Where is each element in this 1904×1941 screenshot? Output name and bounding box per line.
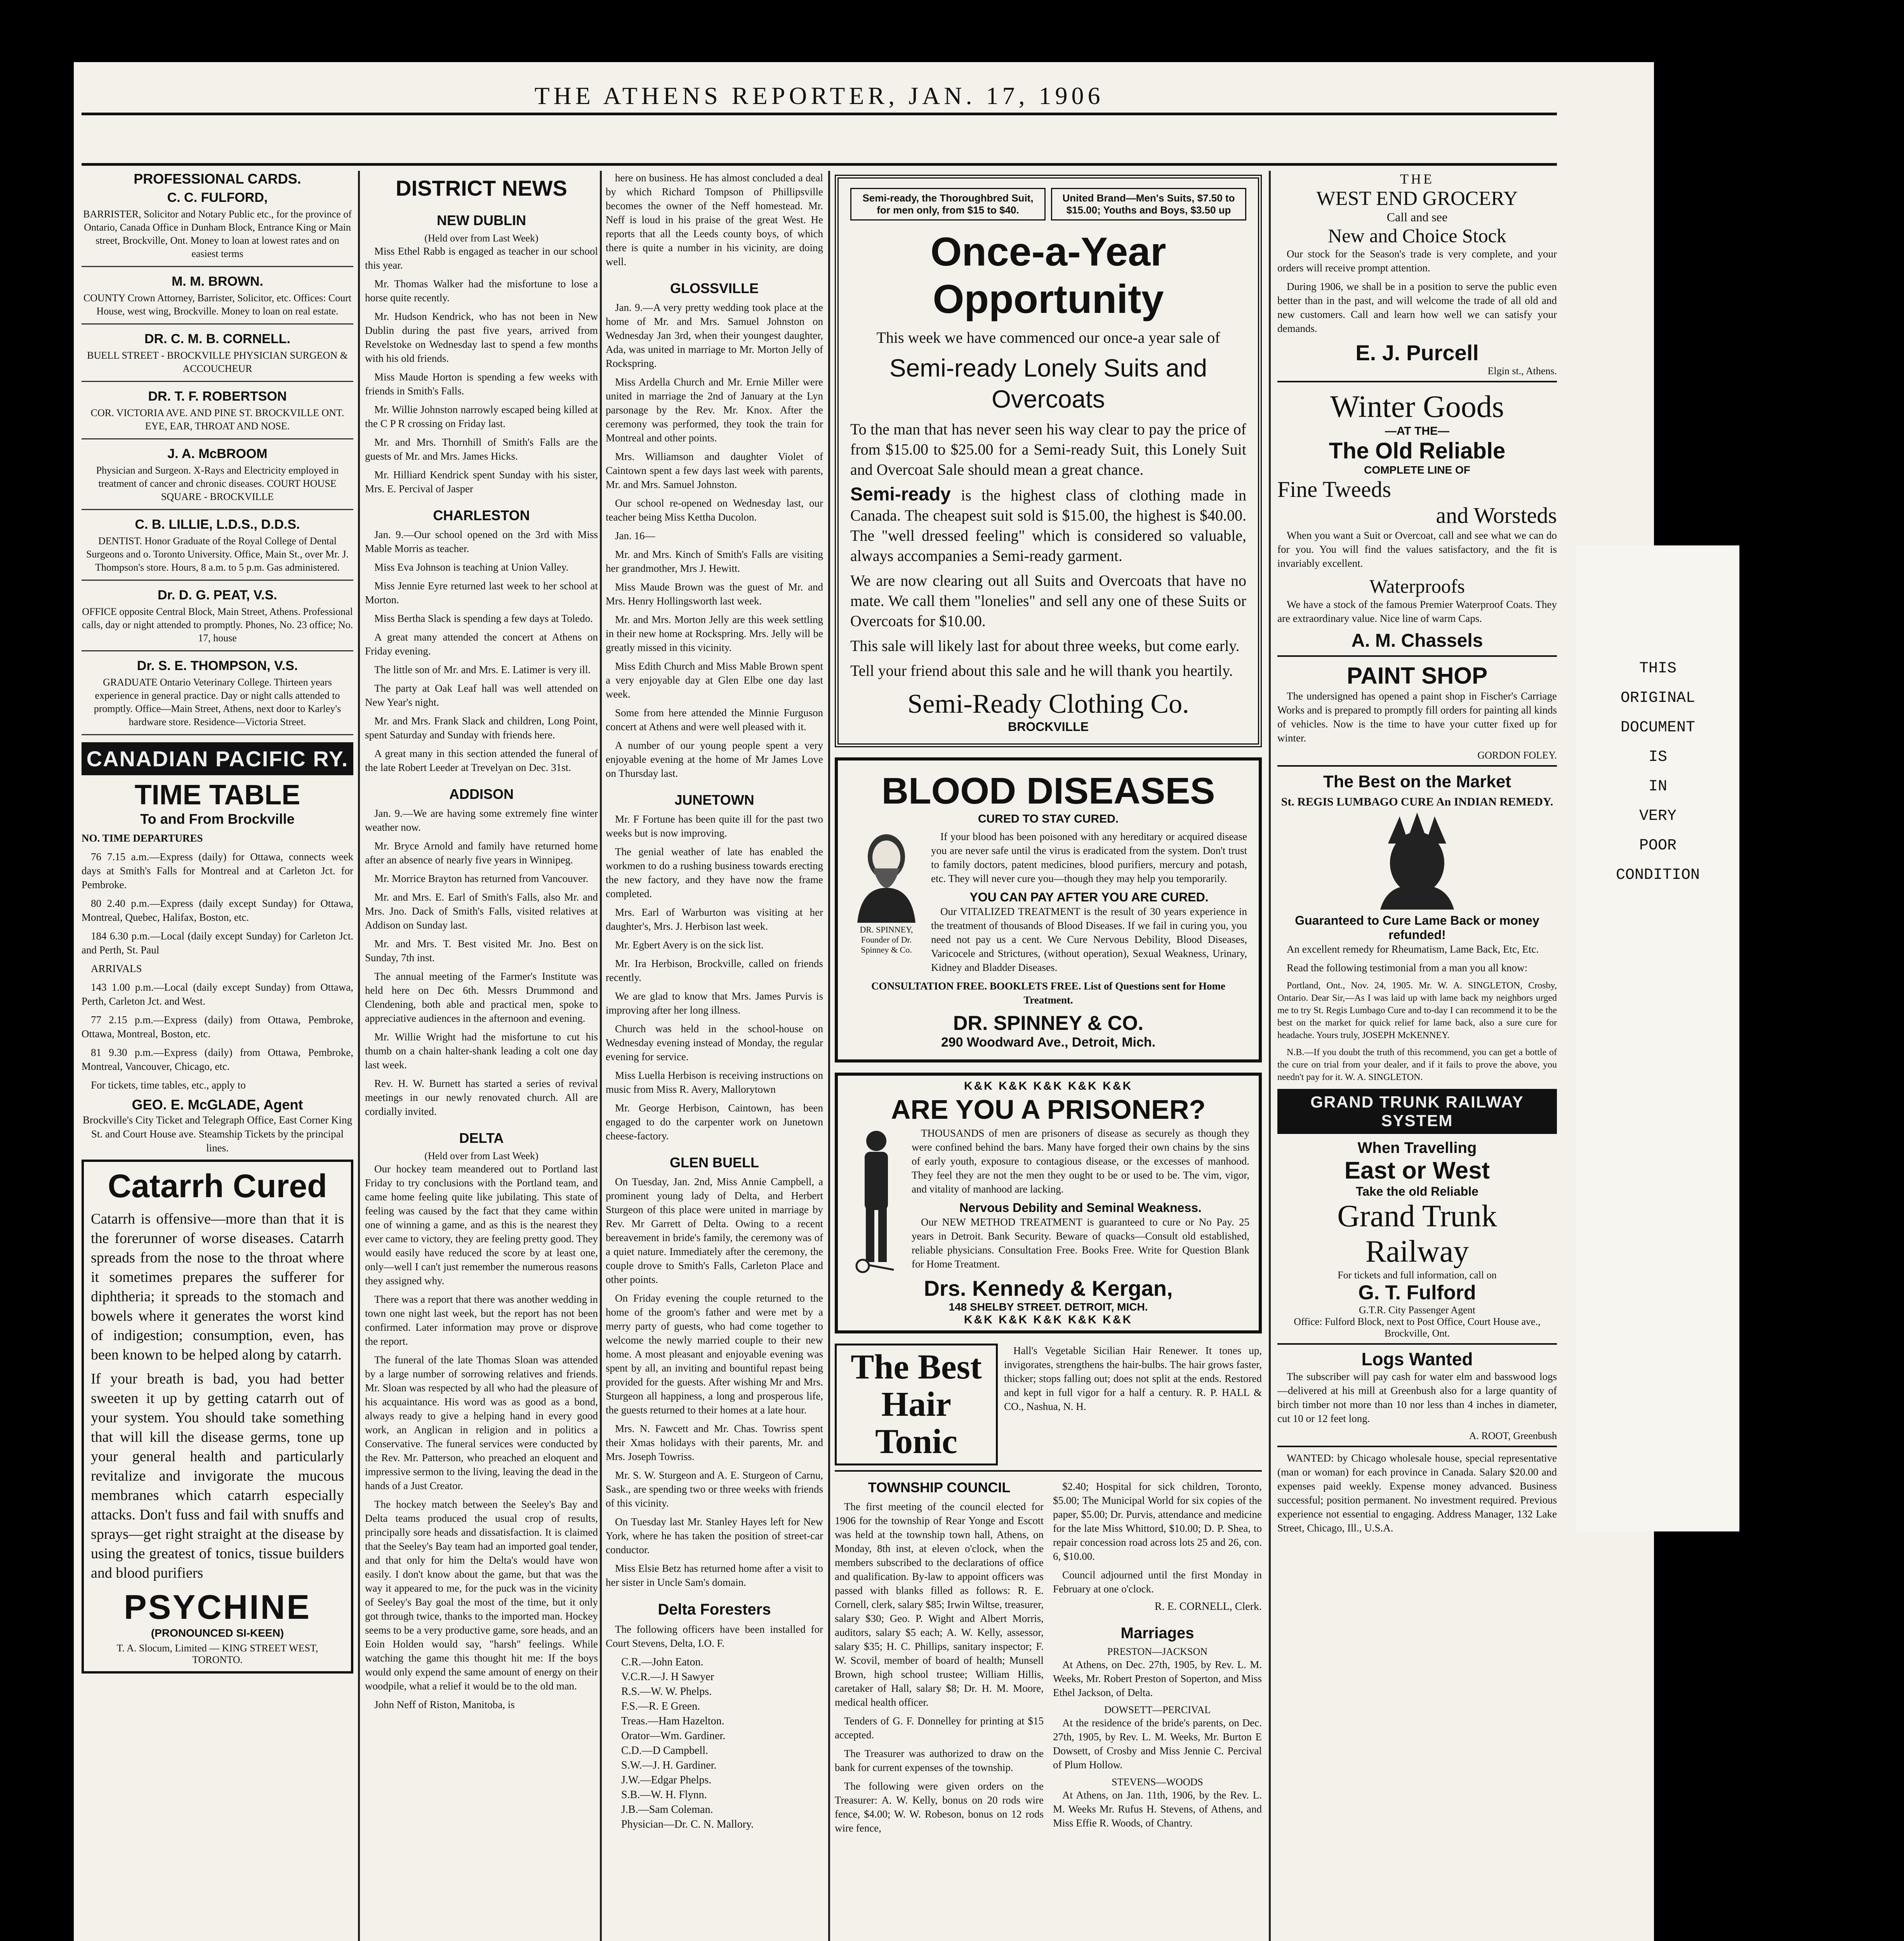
winter-store: The Old Reliable bbox=[1329, 438, 1506, 464]
grocery-the: THE bbox=[1400, 171, 1434, 187]
timetable-row: 77 2.15 p.m.—Express (daily) from Ottawa, Pembroke, Ottawa, Montreal, Boston, etc. bbox=[82, 1014, 353, 1040]
news-item: Miss Edith Church and Miss Mable Brown spent a very enjoyable day at Glen Elbe one day last week. bbox=[606, 660, 823, 700]
news-item: Mrs. N. Fawcett and Mr. Chas. Towriss spent their Xmas holidays with their parents, Mr. and Mrs. Joseph Towriss. bbox=[606, 1423, 823, 1462]
blood-text: If your blood has been poisoned with any hereditary or acquired disease you are never safe until the virus is eradicated from the system. Don't trust to family doctors, patent medicines, blood purifiers, mercury and potash, etc. They will never cure you—though they may help you temporarily. bbox=[931, 831, 1247, 884]
blood-body bbox=[850, 830, 1247, 979]
news-item: Mr. Thomas Walker had the misfortune to lose a horse quite recently. bbox=[365, 278, 598, 304]
card-name: J. A. McBROOM bbox=[167, 446, 268, 461]
gt-take: Take the old Reliable bbox=[1356, 1184, 1478, 1198]
news-item: Mr. and Mrs. Kinch of Smith's Falls are visiting her grandmother, Mrs J. Hewitt. bbox=[606, 549, 823, 574]
professional-card bbox=[82, 271, 353, 325]
column-advertisements bbox=[835, 171, 1262, 1941]
news-item: Church was held in the school-house on Wednesday evening instead of Monday, the regular evening for service. bbox=[606, 1023, 823, 1063]
held-over-note: (Held over from Last Week) bbox=[424, 233, 539, 244]
catarrh-text-2: If your breath is bad, you had better sweeten it up by getting catarrh out of your system. You should take something that will kill the disease germs, tone up your general health and particularly revitalize and invigorate the mucous membranes which catarrh especially attacks. Don't fuss and fail with snuffs and sprays—get right straight at the disease by using the greatest of tonics, tissue builders and blood purifiers bbox=[91, 1371, 344, 1581]
regis-letter: Portland, Ont., Nov. 24, 1905. Mr. W. A. SINGLETON, Crosby, Ontario. Dear Sir,—As I was laid up with lame back my neighbors urged me to try St. Regis Lumbago Cure and to-day I can recommend it to be the best on the market for quick relief for lame back, also a sure cure for headache. Yours truly, JOSEPH McKENNEY. bbox=[1277, 981, 1557, 1040]
council-text-4: The following were given orders on the Treasurer: A. W. Kelly, bonus on 20 rods wire fence, $4.00; W. W. Robeson, bonus on 12 rods wire fence, bbox=[835, 1780, 1044, 1834]
marriage-text: At Athens, on Dec. 27th, 1905, by Rev. L. M. Weeks, Mr. Robert Preston of Soperton, and Miss Ethel Jackson, of Delta. bbox=[1053, 1659, 1262, 1698]
blood-consultation: CONSULTATION FREE. BOOKLETS FREE. List of Questions sent for Home Treatment. bbox=[871, 980, 1225, 1006]
agent-name: GEO. E. McGLADE, Agent bbox=[132, 1097, 303, 1113]
prisoner-ad bbox=[835, 1073, 1262, 1333]
logs-text: The subscriber will pay cash for water elm and basswood logs—delivered at his mill at Greenbush also for a large quantity of birch timber not more than 10 nor less than 4 inches in diameter, cut 10 or 12 feet long. bbox=[1277, 1371, 1557, 1424]
agent-text: Brockville's City Ticket and Telegraph Office, East Corner King St. and Court House ave. Steamship Tickets by the principal lines. bbox=[82, 1114, 353, 1154]
junetown-items bbox=[606, 812, 823, 1143]
council-text: The first meeting of the council elected for 1906 for the township of Rear Yonge and Escott was held at the township town hall, Athens, on Monday, 8th inst, at eleven o'clock, when the members subscribed to the declarations of office and qualification. By-law to appoint officers was passed with blanks filled as follows: R. E. Cornell, clerk, salary $85; Irwin Wiltse, treasurer, salary $30; Geo. P. Wight and Albert Morris, auditors, salary $5 each; A. W. Kelly, assessor, salary $35; H. C. Phillips, sanitary inspector; F. W. Scovil, member of board of health; Munsell Brown, high school trustee; William Hillis, caretaker of Hall, salary $8; Dr. H. M. Moore, medical health officer. bbox=[835, 1501, 1044, 1708]
catarrh-title: Catarrh Cured bbox=[108, 1168, 327, 1204]
hair-tonic-ad bbox=[835, 1344, 1262, 1472]
news-item: On Tuesday last Mr. Stanley Hayes left for New York, where he has taken the position of street-car conductor. bbox=[606, 1516, 823, 1556]
winter-tweeds: Fine Tweeds bbox=[1277, 477, 1391, 502]
news-item: here on business. He has almost concluded a deal by which Richard Tompson of Phillipsville becomes the owner of the Neff homestead. Mr. Neff is loud in his praise of the great West. He reports that all the Leeds county boys, of which there is quite a number in his vicinity, are doing well. bbox=[606, 172, 823, 267]
gt-name-2: Railway bbox=[1365, 1234, 1469, 1269]
news-item: Mr. S. W. Sturgeon and A. E. Sturgeon of Carnu, Sask., are spending two or three weeks with friends of this vicinity. bbox=[606, 1469, 823, 1509]
column-divider bbox=[358, 171, 360, 1941]
grocery-title: WEST END GROCERY bbox=[1316, 188, 1518, 210]
news-item: Mr. Willie Wright had the misfortune to cut his thumb on a chain halter-shank leading a colt one day last week. bbox=[365, 1031, 598, 1071]
united-brand-price-box: United Brand—Men's Suits, $7.50 to $15.00; Youths and Boys, $3.50 up bbox=[1051, 188, 1246, 220]
gt-agent: G. T. Fulford bbox=[1358, 1281, 1476, 1304]
timetable-title: TIME TABLE bbox=[134, 780, 301, 811]
section-addison: ADDISON bbox=[449, 786, 514, 802]
marriages-title: Marriages bbox=[1121, 1625, 1194, 1642]
gt-name: Grand Trunk bbox=[1337, 1199, 1497, 1233]
catarrh-ad bbox=[82, 1160, 353, 1674]
cpr-banner: CANADIAN PACIFIC RY. bbox=[82, 742, 353, 775]
officer-row: J.B.—Sam Coleman. bbox=[621, 1804, 713, 1816]
blood-subtitle: CURED TO STAY CURED. bbox=[978, 813, 1119, 825]
card-name: DR. T. F. ROBERTSON bbox=[148, 389, 287, 404]
news-item: The hockey match between the Seeley's Bay and Delta teams produced the usual crop of results, principally sore heads and dissatisfaction. It is claimed that the Seeley's Bay team had an imported goal tender, and that only for him the Delta's would have won easily. I don't know about the game, but that was the way it appeared to me, for the puck was in the vicinity of Seeley's Bay goal the most of the time, but it only got through twice, thanks to the imported man. Hockey seems to be a very productive game, sore heads, and an Eoin Holden would say, "harsh" feelings. While watching the game this thought hit me: If the boys would only expend the same amount of energy on their woodpile, what a relief it would be to the old man. bbox=[365, 1498, 598, 1692]
officer-row: F.S.—R. E Green. bbox=[621, 1700, 700, 1712]
card-name: Dr. D. G. PEAT, V.S. bbox=[158, 588, 277, 602]
professional-card bbox=[82, 386, 353, 439]
card-name: M. M. BROWN. bbox=[171, 274, 264, 289]
semi-ready-firm: Semi-Ready Clothing Co. bbox=[907, 689, 1189, 719]
addison-items bbox=[365, 806, 598, 1118]
news-item: Jan. 9.—Our school opened on the 3rd with Miss Mable Morris as teacher. bbox=[365, 529, 598, 554]
news-item: Mr. and Mrs. E. Earl of Smith's Falls, also Mr. and Mrs. Jno. Dack of Smith's Falls, visited relatives at Addison on Sunday last. bbox=[365, 891, 598, 931]
column-store-ads bbox=[1277, 171, 1557, 1941]
section-glossville: GLOSSVILLE bbox=[670, 280, 759, 296]
news-item: Miss Luella Herbison is receiving instructions on music from Miss R. Avery, Mallorytown bbox=[606, 1069, 823, 1095]
semi-ready-intro: This week we have commenced our once-a year sale of bbox=[876, 329, 1220, 346]
blood-diseases-ad bbox=[835, 757, 1262, 1063]
news-item: On Tuesday, Jan. 2nd, Miss Annie Campbell, a prominent young lady of Delta, and Herbert Sturgeon of this place were united in marriage by Rev. Mr Garrett of Delta. Owing to a recent bereavement in bride's family, the ceremony was of a quiet nature. Immediately after the ceremony, the couple drove to Smith's Falls, Carleton Place and other points. bbox=[606, 1176, 823, 1285]
grocery-name: E. J. Purcell bbox=[1355, 340, 1479, 365]
section-charleston: CHARLESTON bbox=[433, 507, 530, 523]
news-item: Miss Ethel Rabb is engaged as teacher in our school this year. bbox=[365, 245, 598, 271]
officer-row: Treas.—Ham Hazelton. bbox=[621, 1715, 724, 1727]
winter-line: COMPLETE LINE OF bbox=[1364, 464, 1470, 476]
semi-ready-title: Once-a-Year Opportunity bbox=[930, 229, 1166, 322]
officer-row: Orator—Wm. Gardiner. bbox=[621, 1730, 726, 1742]
semi-ready-text-2: is the highest class of clothing made in Canada. The cheapest suit sold is $15.00, the highest is $40.00. The "well dressed feeling" which is considered so valuable, always accompanies a Semi-ready garment. bbox=[850, 486, 1247, 564]
blood-pay: YOU CAN PAY AFTER YOU ARE CURED. bbox=[969, 890, 1209, 904]
marriage-title: PRESTON—JACKSON bbox=[1107, 1646, 1208, 1657]
prisoner-figure-icon bbox=[847, 1126, 905, 1274]
news-item: There was a report that there was another wedding in town one night last week, but the report has not been confirmed. Later information may prove or disprove the report. bbox=[365, 1293, 598, 1347]
section-delta-foresters: Delta Foresters bbox=[658, 1601, 771, 1618]
news-item: Mr. Hudson Kendrick, who has not been in New Dublin during the past five years, arrived from Revelstoke on Wednesday last to spend a few months with his old friends. bbox=[365, 311, 598, 364]
prisoner-firm: Drs. Kennedy & Kergan, bbox=[924, 1276, 1173, 1300]
semi-ready-subtitle: Semi-ready Lonely Suits and Overcoats bbox=[889, 354, 1207, 413]
column-divider bbox=[1269, 171, 1271, 1941]
semi-ready-text-4: This sale will likely last for about three weeks, but come early. bbox=[850, 637, 1240, 655]
professional-card bbox=[82, 328, 353, 382]
news-item: We are glad to know that Mrs. James Purvis is improving after her long illness. bbox=[606, 990, 823, 1016]
header-rule bbox=[82, 113, 1557, 115]
marriage-text: At the residence of the bride's parents, on Dec. 27th, 1905, by Rev. L. M. Weeks, Mr. Burton E Dowsett, of Crosby and Miss Jennie C. Percival of Plum Hollow. bbox=[1053, 1717, 1262, 1771]
psychine-footer: T. A. Slocum, Limited — KING STREET WEST, TORONTO. bbox=[116, 1642, 318, 1665]
semi-ready-price-box: Semi-ready, the Thoroughbred Suit, for men only, from $15 to $40. bbox=[850, 188, 1046, 220]
kk-border-top: K&K K&K K&K K&K K&K bbox=[964, 1080, 1133, 1092]
card-name: C. B. LILLIE, L.D.S., D.D.S. bbox=[135, 517, 300, 532]
news-item: Mrs. Williamson and daughter Violet of Caintown spent a few days last week with parents, Mr. and Mrs. Samuel Johnston. bbox=[606, 451, 823, 490]
gt-east-west: East or West bbox=[1344, 1157, 1490, 1184]
blood-title: BLOOD DISEASES bbox=[881, 770, 1215, 812]
held-over-note: (Held over from Last Week) bbox=[424, 1150, 539, 1161]
best-title: The Best on the Market bbox=[1323, 772, 1511, 791]
indian-portrait-icon bbox=[1372, 813, 1462, 910]
cards-list bbox=[82, 187, 353, 735]
news-item: Miss Jennie Eyre returned last week to her school at Morton. bbox=[365, 580, 598, 606]
council-text-6: Council adjourned until the first Monday in February at one o'clock. bbox=[1053, 1569, 1262, 1595]
card-text: GRADUATE Ontario Veterinary College. Thirteen years experience in general practice. Day or night calls attended to promptly. Office—Main Street, Athens, next door to Karley's hardware store. Residence—Victoria Street. bbox=[94, 677, 341, 727]
news-item: Mr. Willie Johnston narrowly escaped being killed at the C P R crossing on Friday last. bbox=[365, 404, 598, 429]
semi-ready-brand: Semi-ready bbox=[850, 484, 951, 505]
news-item: A number of our young people spent a very enjoyable evening at the home of Mr James Love on Thursday last. bbox=[606, 740, 823, 779]
timetable-row: 81 9.30 p.m.—Express (daily) from Ottawa, Pembroke, Montreal, Vancouver, Chicago, etc. bbox=[82, 1047, 353, 1072]
news-item: Our hockey team meandered out to Portland last Friday to try conclusions with the Portland team, and came home feeling quite like jubilating. This state of feeling was caused by the fact that they came within one of winning a game, and as this is the nearest they ever came to victory, they are feeling pretty good. They would easily have reduced the score by at least one, only—well I can't just remember the numerous reasons they assigned why. bbox=[365, 1163, 598, 1286]
marriage-title: STEVENS—WOODS bbox=[1112, 1776, 1203, 1788]
grocery-text-2: During 1906, we shall be in a position to serve the public even better than in the past, and will welcome the trade of all old and new customers. Call and learn how well we can satisfy your demands. bbox=[1277, 281, 1557, 334]
tickets-note: For tickets, time tables, etc., apply to bbox=[91, 1079, 246, 1091]
gt-when: When Travelling bbox=[1357, 1139, 1477, 1156]
paint-text: The undersigned has opened a paint shop in Fischer's Carriage Works and is prepared to promptly fill orders for painting all kinds of vehicles. Now is the time to have your cutter fixed up for winter. bbox=[1277, 690, 1557, 744]
continued-items bbox=[606, 171, 823, 269]
timetable-subtitle: To and From Brockville bbox=[140, 811, 295, 827]
regis-logo: St. REGIS LUMBAGO CURE An INDIAN REMEDY. bbox=[1281, 795, 1553, 808]
news-item: Rev. H. W. Burnett has started a series of revival meetings in our newly renovated church. All are cordially invited. bbox=[365, 1078, 598, 1117]
professional-card bbox=[82, 187, 353, 267]
news-item: Miss Maude Brown was the guest of Mr. and Mrs. Henry Hollingsworth last week. bbox=[606, 581, 823, 607]
timetable-row: 80 2.40 p.m.—Express (daily except Sunday) for Ottawa, Montreal, Quebec, Halifax, Boston, etc. bbox=[82, 898, 353, 923]
new-dublin-items bbox=[365, 244, 598, 496]
blood-address: 290 Woodward Ave., Detroit, Mich. bbox=[941, 1035, 1156, 1050]
news-item: Jan. 9.—We are having some extremely fine winter weather now. bbox=[365, 807, 598, 833]
news-item: Jan. 9.—A very pretty wedding took place at the home of Mr. and Mrs. Samuel Johnston on Wednesday Jan 3rd, when their youngest daughter, Ada, was united in marriage to Mr. Morton Jelly of Rockspring. bbox=[606, 302, 823, 369]
news-item: Some from here attended the Minnie Furguson concert at Athens and were well pleased with it. bbox=[606, 707, 823, 733]
timetable-row: 184 6.30 p.m.—Local (daily except Sunday) for Carleton Jct. and Perth, St. Paul bbox=[82, 930, 353, 956]
psychine-pronunciation: (PRONOUNCED SI-KEEN) bbox=[151, 1627, 284, 1639]
news-item: Miss Maude Horton is spending a few weeks with friends in Smith's Falls. bbox=[365, 371, 598, 397]
news-item: Mr. and Mrs. Thornhill of Smith's Falls are the guests of Mr. and Mrs. James Hicks. bbox=[365, 436, 598, 462]
news-item: Miss Elsie Betz has returned home after a visit to her sister in Uncle Sam's domain. bbox=[606, 1563, 823, 1588]
news-item: Miss Eva Johnson is teaching at Union Valley. bbox=[374, 561, 569, 573]
officer-row: R.S.—W. W. Phelps. bbox=[621, 1686, 712, 1698]
prisoner-body bbox=[847, 1126, 1249, 1276]
blood-firm: DR. SPINNEY & CO. bbox=[953, 1012, 1144, 1035]
semi-ready-text-3: We are now clearing out all Suits and Overcoats that have no mate. We call them "lonelies" and sell any one of these Suits or Overcoats for $10.00. bbox=[850, 572, 1246, 630]
card-name: C. C. FULFORD, bbox=[167, 190, 268, 205]
officer-row: V.C.R.—J. H Sawyer bbox=[621, 1671, 714, 1683]
grand-trunk-banner: GRAND TRUNK RAILWAY SYSTEM bbox=[1277, 1089, 1557, 1134]
news-item: The funeral of the late Thomas Sloan was attended by a large number of sorrowing relatives and friends. Mr. Sloan was respected by all who had the pleasure of his acquaintance. His word was as good as a bond, always ready to give a helping hand in every good work, an Anglican in religion and in politics a Conservative. The funeral services were conducted by the Rev. Mr. Patterson, who preached an eloquent and impressive sermon to the living, leaving the dead in the hands of a Just Creator. bbox=[365, 1354, 598, 1491]
news-item: Mr. Ira Herbison, Brockville, called on friends recently. bbox=[606, 958, 823, 983]
card-text: COR. VICTORIA AVE. AND PINE ST. BROCKVILLE ONT. EYE, EAR, THROAT AND NOSE. bbox=[90, 407, 344, 432]
catarrh-text: Catarrh is offensive—more than that it is the forerunner of worse diseases. Catarrh spreads from the nose to the throat where it sometimes prepares the sufferer for diphtheria; it spreads to the stomach and bowels where it generates the worst kind of indigestion; consumption, even, has been known to be helped along by catarrh. bbox=[91, 1211, 344, 1363]
professional-card bbox=[82, 585, 353, 651]
kk-border-bottom: K&K K&K K&K K&K K&K bbox=[964, 1313, 1133, 1326]
column-district-news bbox=[365, 171, 598, 1941]
officer-row: S.W.—J. H. Gardiner. bbox=[621, 1759, 717, 1771]
news-item: Mrs. Earl of Warburton was visiting at her daughter's, Mrs. J. Herbison last week. bbox=[606, 906, 823, 932]
professional-card bbox=[82, 655, 353, 735]
officer-row: S.B.—W. H. Flynn. bbox=[621, 1789, 707, 1801]
condition-note: THIS ORIGINAL DOCUMENT IS IN VERY POOR CONDITION bbox=[1616, 660, 1700, 884]
timetable-row: 143 1.00 p.m.—Local (daily except Sunday) from Ottawa, Perth, Carleton Jct. and West. bbox=[82, 981, 353, 1007]
hair-tonic-title: The Best Hair Tonic bbox=[835, 1344, 998, 1465]
news-item: Mr. F Fortune has been quite ill for the past two weeks but is now improving. bbox=[606, 813, 823, 839]
professional-card bbox=[82, 443, 353, 510]
news-item: Miss Ardella Church and Mr. Ernie Miller were united in marriage the 2nd of January at the Lyn parsonage by the Rev. Mr. Knox. After the ceremony was performed, they took the train for Montreal and other points. bbox=[606, 376, 823, 444]
section-glen-buell: GLEN BUELL bbox=[670, 1155, 759, 1170]
news-item: The annual meeting of the Farmer's Institute was held here on Dec 6th. Messrs Drummond and Clendening, both able and practical men, spoke to appreciative audiences in the afternoon and evening. bbox=[365, 970, 598, 1024]
card-text: DENTIST. Honor Graduate of the Royal College of Dental Surgeons and o. Toronto University. Office, Main St., over Mr. J. Thompson's store. Hours, 8 a.m. to 5 p.m. Gas administered. bbox=[86, 535, 349, 573]
semi-ready-town: BROCKVILLE bbox=[1008, 720, 1089, 734]
hair-tonic-text: Hall's Vegetable Sicilian Hair Renewer. It tones up, invigorates, strengthens the hair-bulbs. The hair grows faster, thicker; stops falling out; does not split at the ends. Restored and kept in full vigor for a half a century. R. P. HALL & CO., Nashua, N. H. bbox=[1004, 1345, 1262, 1412]
regis-text-2: Read the following testimonial from a man you all know: bbox=[1287, 962, 1528, 974]
blood-text-2: Our VITALIZED TREATMENT is the result of 30 years experience in the treatment of thousands of Blood Diseases. If we fail in curing you, you need not pay us a cent. We Cure Nervous Debility, Blood Diseases, Varicocele and Strictures, (without operation), Sexual Weakness, Urinary, Kidney and Bladder Diseases. bbox=[931, 906, 1247, 973]
prisoner-heading: Nervous Debility and Seminal Weakness. bbox=[959, 1201, 1202, 1215]
semi-ready-ad bbox=[835, 175, 1262, 747]
news-item: Our school re-opened on Wednesday last, our teacher being Miss Kettha Ducolon. bbox=[606, 497, 823, 523]
timetable-row: 76 7.15 a.m.—Express (daily) for Ottawa, connects week days at Smith's Falls for Montreal and at Carleton Jct. for Pembroke. bbox=[82, 851, 353, 891]
column-professional-cards bbox=[82, 171, 353, 1941]
news-item: Miss Bertha Slack is spending a few days at Toledo. bbox=[374, 613, 593, 624]
paint-name: GORDON FOLEY. bbox=[1277, 750, 1557, 767]
semi-ready-price-row bbox=[850, 188, 1246, 220]
wanted-text: WANTED: by Chicago wholesale house, special representative (man or woman) for each province in Canada. Salary $20.00 and expenses paid weekly. Expense money advanced. Business successful; position permanent. No investment required. Previous experience not essential to engaging. Address Manager, 132 Lake Street, Chicago, Ill., U.S.A. bbox=[1277, 1452, 1557, 1534]
grocery-text: Our stock for the Season's trade is very complete, and your orders will receive prompt attention. bbox=[1277, 248, 1557, 274]
council-text-5: $2.40; Hospital for sick children, Toronto, $5.00; The Municipal World for six copies of the paper, $5.00; Dr. Purvis, attendance and medicine for the late Miss Whittord, $10.00; D. P. Shea, to repair concession road across lots 25 and 26, con. 6, $10.00. bbox=[1053, 1481, 1262, 1562]
grocery-address: Elgin st., Athens. bbox=[1277, 365, 1557, 382]
grocery-subtitle-2: New and Choice Stock bbox=[1328, 225, 1506, 247]
council-signature: R. E. CORNELL, Clerk. bbox=[1154, 1601, 1262, 1613]
header-rule-lower bbox=[82, 163, 1557, 166]
semi-ready-text: To the man that has never seen his way clear to pay the price of from $15.00 to $25.00 for a Semi-ready Suit, this Lonely Suit and Overcoat Sale should mean a great chance. bbox=[850, 420, 1246, 478]
card-text: BARRISTER, Solicitor and Notary Public etc., for the province of Ontario, Canada Office in Dunham Block, Entrance King or Main street, Brockville, Ont. Money to loan at lowest rates and on easiest terms bbox=[83, 208, 352, 259]
waterproofs-text: We have a stock of the famous Premier Waterproof Coats. They are extraordinary value. Nice line of warm Caps. bbox=[1277, 599, 1557, 624]
winter-name: A. M. Chassels bbox=[1277, 630, 1557, 657]
regis-guarantee: Guaranteed to Cure Lame Back or money refunded! bbox=[1295, 913, 1539, 942]
page-header: THE ATHENS REPORTER, JAN. 17, 1906 bbox=[534, 82, 1104, 109]
section-delta: DELTA bbox=[459, 1130, 504, 1146]
officers-list bbox=[606, 1655, 823, 1832]
winter-text: When you want a Suit or Overcoat, call and see what we can do for you. You will find the values satisfactory, and the fit is invariably excellent. bbox=[1277, 530, 1557, 569]
council-text-3: The Treasurer was authorized to draw on the bank for current expenses of the township. bbox=[835, 1748, 1044, 1773]
charleston-items bbox=[365, 528, 598, 774]
marriage-title: DOWSETT—PERCIVAL bbox=[1104, 1704, 1211, 1715]
logs-name: A. ROOT, Greenbush bbox=[1277, 1430, 1557, 1447]
gt-office: Office: Fulford Block, next to Post Office, Court House ave., Brockville, Ont. bbox=[1277, 1316, 1557, 1345]
council-text-2: Tenders of G. F. Donnelley for printing at $15 accepted. bbox=[835, 1715, 1044, 1741]
news-item: A great many attended the concert at Athens on Friday evening. bbox=[365, 631, 598, 657]
logs-title: Logs Wanted bbox=[1361, 1349, 1473, 1369]
doctor-portrait-icon bbox=[850, 830, 923, 923]
prisoner-text: THOUSANDS of men are prisoners of disease as securely as though they were confined behind the bars. Many have forged their own chains by the sins of early youth, exposure to contagious disease, or the excesses of manhood. They feel they are not the men they ought to be or used to be. The vim, vigor, and vitality of manhood are lacking. bbox=[912, 1127, 1249, 1195]
timetable-head: NO. TIME DEPARTURES bbox=[82, 832, 203, 844]
winter-title: Winter Goods bbox=[1330, 390, 1504, 424]
card-text: Physician and Surgeon. X-Rays and Electricity employed in treatment of cancer and chronic diseases. COURT HOUSE SQUARE - BROCKVILLE bbox=[96, 465, 339, 502]
prisoner-address: 148 SHELBY STREET. DETROIT, MICH. bbox=[949, 1301, 1148, 1313]
news-item: On Friday evening the couple returned to the home of the groom's father and were met by a merry party of guests, who had come together to welcome the newly married couple to their new home. A most pleasant and enjoyable evening was spent by all, an inviting and bountiful repast being provided for the guests. After wishing Mr and Mrs. Sturgeon all happiness, a long and prosperous life, the guests returned to their homes at a late hour. bbox=[606, 1292, 823, 1416]
winter-at: —AT THE— bbox=[1385, 425, 1450, 438]
card-name: Dr. S. E. THOMPSON, V.S. bbox=[137, 658, 298, 673]
news-item: Mr. George Herbison, Caintown, has been engaged to do the carpenter work on Junetown cheese-factory. bbox=[606, 1102, 823, 1142]
delta-items bbox=[365, 1162, 598, 1712]
news-item: The party at Oak Leaf hall was well attended on New Year's night. bbox=[365, 682, 598, 708]
news-item: Mr. Morrice Brayton has returned from Vancouver. bbox=[374, 873, 589, 884]
winter-worsteds: and Worsteds bbox=[1436, 503, 1557, 528]
marriage-text: At Athens, on Jan. 11th, 1906, by the Rev. L. M. Weeks Mr. Rufus H. Stevens, of Athens, and Miss Effie R. Woods, of Chantry. bbox=[1053, 1789, 1262, 1829]
section-new-dublin: NEW DUBLIN bbox=[437, 212, 526, 228]
news-item: The little son of Mr. and Mrs. E. Latimer is very ill. bbox=[374, 664, 591, 675]
section-junetown: JUNETOWN bbox=[674, 792, 754, 808]
prisoner-text-2: Our NEW METHOD TREATMENT is guaranteed to cure or No Pay. 25 years in Detroit. Bank Security. Beware of quacks—Consult old established, reliable physicians. Consultation Free. Books Free. Write for Question Blank for Home Treatment. bbox=[912, 1216, 1249, 1270]
waterproofs-title: Waterproofs bbox=[1369, 575, 1465, 597]
professional-card bbox=[82, 514, 353, 581]
blood-portrait bbox=[850, 830, 923, 979]
council-title: TOWNSHIP COUNCIL bbox=[868, 1479, 1011, 1495]
timetable-list bbox=[82, 850, 353, 1073]
blood-caption: DR. SPINNEY, Founder of Dr. Spinney & Co. bbox=[860, 925, 913, 955]
paint-title: PAINT SHOP bbox=[1346, 663, 1488, 689]
gt-agent-title: G.T.R. City Passenger Agent bbox=[1359, 1304, 1475, 1316]
news-item: Mr. Bryce Arnold and family have returned home after an absence of nearly five years in Winnipeg. bbox=[365, 840, 598, 866]
glen-buell-items bbox=[606, 1175, 823, 1589]
regis-note: N.B.—If you doubt the truth of this recommend, you can get a bottle of the cure on trial from your dealer, and if it fails to prove the above, you needn't pay for it. W. A. SINGLETON. bbox=[1277, 1047, 1557, 1082]
card-name: DR. C. M. B. CORNELL. bbox=[144, 332, 290, 346]
glossville-items bbox=[606, 300, 823, 780]
card-text: COUNTY Crown Attorney, Barrister, Solicitor, etc. Offices: Court House, west wing, Brockville. Money to loan on real estate. bbox=[83, 292, 352, 317]
semi-ready-text-5: Tell your friend about this sale and he will thank you heartily. bbox=[850, 662, 1233, 679]
district-news-title: DISTRICT NEWS bbox=[396, 176, 567, 200]
cards-title: PROFESSIONAL CARDS. bbox=[134, 171, 301, 187]
news-item: Jan. 16— bbox=[615, 530, 655, 542]
psychine-logo: PSYCHINE bbox=[124, 1588, 311, 1626]
news-item: Mr. and Mrs. Morton Jelly are this week settling in their new home at Rockspring. Mrs. Jelly will be greatly missed in this vicinity. bbox=[606, 614, 823, 653]
condition-slip bbox=[1576, 545, 1739, 1531]
news-item: The genial weather of late has enabled the workmen to do a rushing business towards erecting the new factory, and they have now the frame completed. bbox=[606, 846, 823, 899]
news-item: Mr. Hilliard Kendrick spent Sunday with his sister, Mrs. E. Percival of Jasper bbox=[365, 469, 598, 495]
officer-row: J.W.—Edgar Phelps. bbox=[621, 1774, 712, 1786]
news-item: John Neff of Riston, Manitoba, is bbox=[374, 1699, 515, 1710]
grocery-subtitle: Call and see bbox=[1386, 210, 1448, 224]
council-section bbox=[835, 1477, 1262, 1840]
prisoner-title: ARE YOU A PRISONER? bbox=[891, 1094, 1206, 1125]
card-text: OFFICE opposite Central Block, Main Street, Athens. Professional calls, day or night attended to promptly. Phones, No. 23 office; No. 17, house bbox=[82, 606, 353, 644]
news-item: A great many in this section attended the funeral of the late Robert Leeder at Trevelyan on Dec. 31st. bbox=[365, 748, 598, 773]
column-local-news bbox=[606, 171, 823, 1941]
timetable-row: ARRIVALS bbox=[91, 963, 142, 974]
column-divider bbox=[828, 171, 830, 1941]
foresters-intro: The following officers have been installed for Court Stevens, Delta, I.O. F. bbox=[606, 1623, 823, 1649]
officer-row: C.R.—John Eaton. bbox=[621, 1656, 704, 1668]
news-item: Mr. and Mrs. T. Best visited Mr. Jno. Best on Sunday, 7th inst. bbox=[365, 938, 598, 964]
column-divider bbox=[600, 171, 602, 1941]
officer-row: C.D.—D Campbell. bbox=[621, 1745, 708, 1757]
regis-text: An excellent remedy for Rheumatism, Lame Back, Etc, Etc. bbox=[1287, 943, 1539, 955]
news-item: Mr. Egbert Avery is on the sick list. bbox=[615, 939, 764, 951]
news-item: Mr. and Mrs. Frank Slack and children, Long Point, spent Saturday and Sunday with friends here. bbox=[365, 715, 598, 741]
officer-row: Physician—Dr. C. N. Mallory. bbox=[621, 1818, 754, 1830]
card-text: BUELL STREET - BROCKVILLE PHYSICIAN SURGEON & ACCOUCHEUR bbox=[87, 350, 348, 374]
gt-tickets: For tickets and full information, call on bbox=[1338, 1269, 1497, 1281]
